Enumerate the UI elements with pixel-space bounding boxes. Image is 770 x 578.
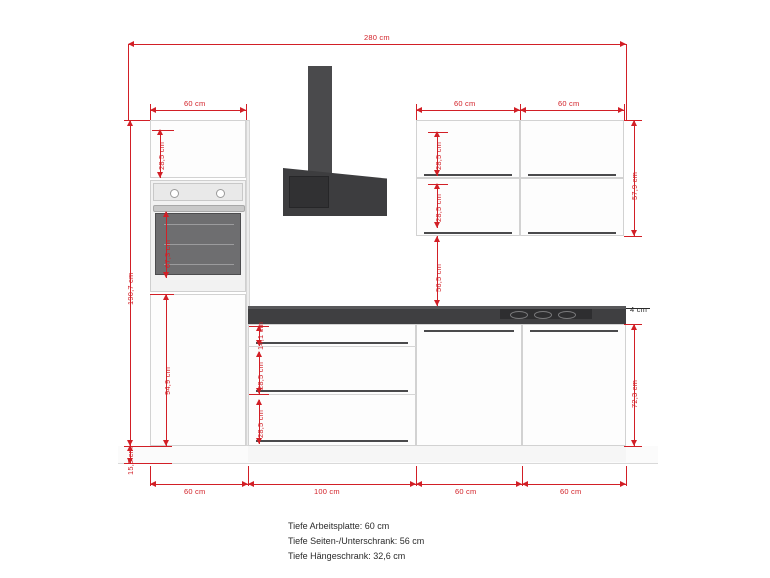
dim-extension [150,294,174,295]
wall-unit-top-right [520,120,624,178]
dim-extension [428,184,448,185]
dim-drawer-top-label: 14,1 cm [256,321,265,350]
dim-extension [416,104,417,120]
wall-unit-handle [528,232,616,234]
dim-extension [428,132,448,133]
dim-arrow-up [256,351,262,357]
drawer-separator [248,346,416,347]
dim-extension [624,120,642,121]
wall-unit-bottom-right [520,178,624,236]
dim-seg-line [520,110,624,111]
base-door-right [522,324,626,446]
dim-arrow-up [434,236,440,242]
dim-bottom-seg-1: 60 cm [184,487,206,496]
dim-arrow-down [434,300,440,306]
depth-caption [288,519,424,564]
dim-arrow-up [163,211,169,217]
dim-base-height-label: 94,9 cm [163,366,172,395]
hood-duct [308,66,332,184]
dim-wall-to-worktop-label: 56,5 cm [434,263,443,292]
dim-wall-upper-label: 28,5 cm [434,141,443,170]
base-plinth-shadow [248,446,626,462]
oven-knob-left [170,189,179,198]
dim-seg-line [416,110,520,111]
dim-extension [624,104,625,120]
drawer-handle [256,342,408,344]
dim-arrow-up [256,399,262,405]
base-door-handle [530,330,618,332]
oven-interior-shelf [164,244,234,245]
dim-arrow-down [163,440,169,446]
dim-extension [624,446,642,447]
drawer-separator [248,394,416,395]
hob-zone [510,311,528,319]
dim-arrow-left [150,481,156,487]
dim-arrow-left [248,481,254,487]
dim-seg-label-wall-right: 60 cm [558,99,580,108]
caption-line-1: Tiefe Arbeitsplatte: 60 cm [288,521,390,531]
wall-unit-bottom-left [416,178,520,236]
dim-extension [624,324,642,325]
dim-arrow-down [157,172,163,178]
hood-front-panel [289,176,329,208]
dim-arrow-left [522,481,528,487]
oven-control-panel [153,183,243,201]
dim-drawer-mid-label: 28,5 cm [256,361,265,390]
dim-arrow-down [434,222,440,228]
dim-extension [152,130,174,131]
dim-extension [249,394,269,395]
dim-seg-line [150,110,246,111]
drawer-handle [256,440,408,442]
dim-total-width-label: 280 cm [364,33,390,42]
dim-extension [626,44,627,120]
caption-line-3: Tiefe Hängeschrank: 32,6 cm [288,551,406,561]
dim-bottom-seg-line [248,484,416,485]
wall-unit-handle [424,232,512,234]
dim-bottom-seg-line [522,484,626,485]
dim-arrow-right [620,481,626,487]
oven-interior-shelf [164,264,234,265]
dim-bottom-seg-line [150,484,248,485]
dim-extension [246,104,247,120]
dim-seg-label-wall-left: 60 cm [454,99,476,108]
dim-oven-label: 67,3 cm [163,239,172,268]
hob-zone [534,311,552,319]
dim-wall-total-label: 57,9 cm [630,171,639,200]
dim-drawer-bottom-label: 28,5 cm [256,409,265,438]
dim-bottom-seg-3: 60 cm [455,487,477,496]
oven-interior-shelf [164,224,234,225]
hob-cooktop [500,309,592,319]
base-door-handle [424,330,514,332]
dim-extension [626,466,627,486]
dim-bottom-seg-line [416,484,522,485]
dim-plinth-label: 15,5 cm [126,446,135,475]
oven-knob-right [216,189,225,198]
dim-total-width-line [128,44,626,45]
dim-tall-top-label: 28,5 cm [157,141,166,170]
dim-extension [124,120,150,121]
dim-arrow-down [434,170,440,176]
dim-seg-label-tall: 60 cm [184,99,206,108]
dim-arrow-left [520,107,526,113]
dim-base-right-label: 72,3 cm [630,379,639,408]
wall-unit-top-left [416,120,520,178]
wall-unit-handle [528,174,616,176]
dim-extension [150,104,151,120]
dim-extension [624,236,642,237]
dim-arrow-left [416,481,422,487]
dim-extension [128,44,129,120]
base-door-left [416,324,522,446]
hob-zone [558,311,576,319]
dim-bottom-seg-4: 60 cm [560,487,582,496]
caption-line-2: Tiefe Seiten-/Unterschrank: 56 cm [288,536,425,546]
dim-arrow-down [163,272,169,278]
dim-bottom-seg-2: 100 cm [314,487,340,496]
floor-line [118,463,658,464]
drawer-handle [256,390,408,392]
dim-worktop-label: 4 cm [630,305,648,314]
dim-wall-lower-label: 28,5 cm [434,193,443,222]
dim-arrow-down [256,438,262,444]
dim-total-height-label: 190,7 cm [126,272,135,305]
